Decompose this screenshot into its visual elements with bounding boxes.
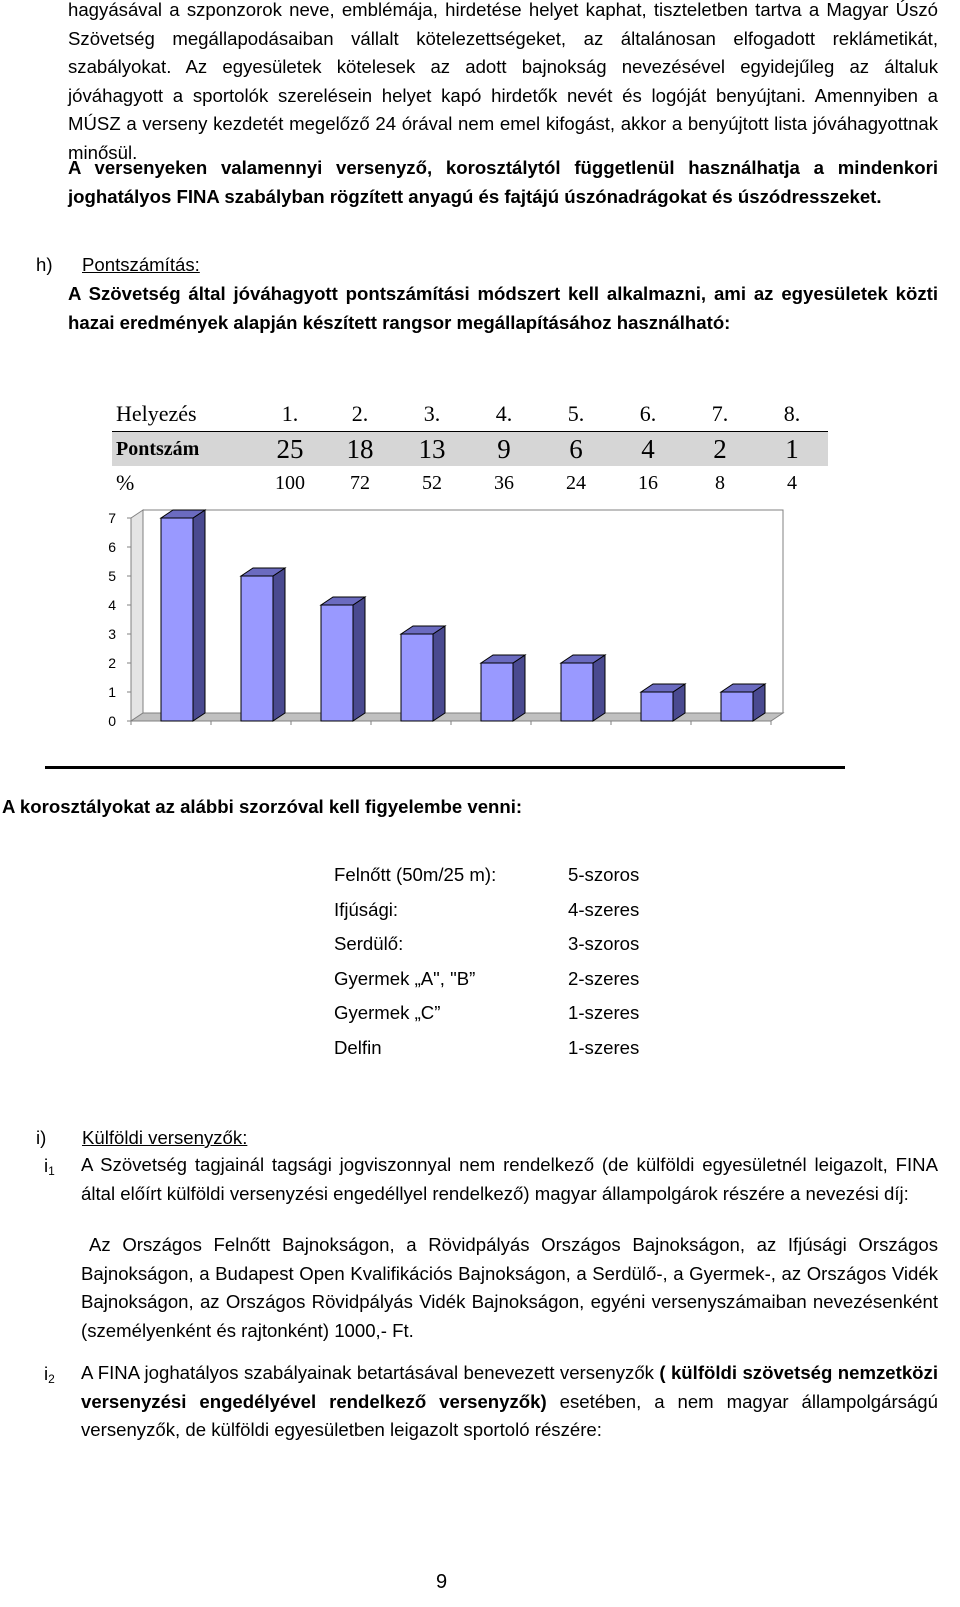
points-table bbox=[112, 397, 828, 500]
multiplier-factor: 1-szeres bbox=[568, 1002, 640, 1023]
bar bbox=[561, 663, 593, 721]
y-tick-label: 1 bbox=[108, 684, 116, 700]
percent-cell: 72 bbox=[350, 471, 370, 494]
multiplier-category: Serdülő: bbox=[334, 933, 404, 954]
section-h-marker: h) bbox=[36, 254, 53, 275]
chart-side-wall bbox=[131, 510, 143, 721]
multiplier-category: Felnőtt (50m/25 m): bbox=[334, 864, 497, 885]
percent-label: % bbox=[116, 470, 135, 495]
bar-side bbox=[593, 655, 605, 721]
multiplier-category: Ifjúsági: bbox=[334, 898, 399, 920]
points-cell: 18 bbox=[324, 432, 396, 467]
bar bbox=[721, 692, 753, 721]
chart-floor bbox=[131, 713, 783, 721]
section-h-heading: Pontszámítás: bbox=[82, 254, 200, 275]
bar-side bbox=[193, 510, 205, 721]
multiplier-factor: 4-szeres bbox=[568, 898, 640, 920]
percent-cell: 16 bbox=[638, 471, 658, 494]
bar bbox=[401, 634, 433, 721]
item-i1-text: A Szövetség tagjainál tagsági jogviszonnyal nem rendelkező (de külföldi egyesületnél leigazolt, FINA által előírt külföldi versenyzési engedéllyel rendelkező) magyar állampolgárok részére a nevezési díj: bbox=[81, 1154, 938, 1204]
bar-chart bbox=[96, 508, 816, 748]
placing-cell: 1. bbox=[256, 397, 324, 432]
placing-cell: 2. bbox=[324, 397, 396, 432]
intro-paragraph-2: A versenyeken valamennyi versenyző, korosztálytól függetlenül használhatja a mindenkori joghatályos FINA szabályban rögzített anyagú és fajtájú úszónadrágokat és úszódresszeket. bbox=[68, 157, 938, 207]
item-i2-text-a: A FINA joghatályos szabályainak betartásával benevezett versenyzők bbox=[81, 1362, 660, 1383]
chart-back-wall bbox=[143, 510, 783, 713]
bar bbox=[481, 663, 513, 721]
placing-cell: 8. bbox=[756, 397, 828, 432]
percent-cell: 8 bbox=[715, 471, 725, 494]
points-cell: 2 bbox=[684, 432, 756, 467]
item-i1-subscript: 1 bbox=[48, 1164, 55, 1178]
item-i1-marker bbox=[44, 1152, 55, 1185]
points-cell: 6 bbox=[540, 432, 612, 467]
item-i2-letter: i bbox=[44, 1363, 49, 1384]
intro-paragraph-1: hagyásával a szponzorok neve, emblémája, hirdetése helyet kaphat, tiszteletben tartva a Magyar Úszó Szövetség megállapodásaiban vállalt kötelezettségeket, az általánosan elfogadott reklámetikát, szabályokat. Az egyesületek kötelesek az adott bajnokság nevezésével egyidejűleg az általuk jóváhagyott a sportolók szerelésein helyet kapó hirdetők nevét és logóját benyújtani. Amennyiben a MÚSZ a verseny kezdetét megelőző 24 órával nem emel kifogást, akkor a benyújtott lista jóváhagyottnak minősül. bbox=[68, 0, 938, 163]
item-i2-text-bold: ( külföldi szövetség nemzetközi versenyzési engedélyével rendelkező versenyzők) bbox=[81, 1362, 938, 1412]
separator-line bbox=[45, 766, 845, 769]
percent-row bbox=[112, 466, 828, 500]
points-cell: 25 bbox=[256, 432, 324, 467]
item-i2-text bbox=[81, 1359, 938, 1445]
percent-cell: 100 bbox=[275, 471, 305, 494]
y-tick-label: 0 bbox=[108, 713, 116, 729]
bar bbox=[241, 576, 273, 721]
points-cell: 9 bbox=[468, 432, 540, 467]
placing-cell: 5. bbox=[540, 397, 612, 432]
multipliers-heading: A korosztályokat az alábbi szorzóval kell figyelembe venni: bbox=[2, 796, 523, 817]
bar-side bbox=[513, 655, 525, 721]
bar-side bbox=[273, 568, 285, 721]
placing-cell: 6. bbox=[612, 397, 684, 432]
bar-side bbox=[433, 626, 445, 721]
y-tick-label: 7 bbox=[108, 510, 116, 526]
item-i2-marker bbox=[44, 1360, 55, 1393]
y-tick-label: 6 bbox=[108, 539, 116, 555]
points-row bbox=[112, 432, 828, 467]
percent-cell: 24 bbox=[566, 471, 586, 494]
bar bbox=[641, 692, 673, 721]
multiplier-factor: 3-szoros bbox=[568, 933, 640, 954]
percent-cell: 36 bbox=[494, 471, 514, 494]
multiplier-category: Gyermek „C” bbox=[334, 1002, 441, 1023]
placing-cell: 4. bbox=[468, 397, 540, 432]
item-i1-letter: i bbox=[44, 1155, 49, 1176]
item-i1-detail: Az Országos Felnőtt Bajnokságon, a Rövidpályás Országos Bajnokságon, az Ifjúsági Országos Bajnokságon, a Budapest Open Kvalifikációs Bajnokságon, a Serdülő-, a Gyermek-, az Országos Vidék Bajnokságon, az Országos Rövidpályás Vidék Bajnokságon, egyéni versenyszámaiban nevezésenként (személyenként és rajtonként) 1000,- Ft. bbox=[81, 1234, 938, 1341]
item-i2-subscript: 2 bbox=[48, 1372, 55, 1386]
bar bbox=[321, 605, 353, 721]
points-label: Pontszám bbox=[112, 432, 256, 467]
y-tick-label: 3 bbox=[108, 626, 116, 642]
section-i-heading: Külföldi versenyzők: bbox=[82, 1127, 248, 1148]
page-number: 9 bbox=[436, 1571, 448, 1593]
percent-cell: 52 bbox=[422, 471, 442, 494]
section-i-marker: i) bbox=[36, 1127, 47, 1148]
placing-cell: 7. bbox=[684, 397, 756, 432]
bar bbox=[161, 518, 193, 721]
multiplier-factor: 2-szeres bbox=[568, 967, 640, 989]
points-cell: 4 bbox=[612, 432, 684, 467]
placing-row bbox=[112, 397, 828, 432]
section-h-text: A Szövetség által jóváhagyott pontszámítási módszert kell alkalmazni, ami az egyesületek közti hazai eredmények alapján készített rangsor megállapításához használható: bbox=[68, 283, 938, 333]
multiplier-factor: 5-szoros bbox=[568, 864, 640, 885]
multiplier-category: Gyermek „A", "B” bbox=[334, 967, 476, 989]
percent-cell: 4 bbox=[787, 471, 797, 494]
points-cell: 13 bbox=[396, 432, 468, 467]
y-tick-label: 4 bbox=[108, 597, 116, 613]
multiplier-factor: 1-szeres bbox=[568, 1036, 640, 1058]
y-tick-label: 5 bbox=[108, 568, 116, 584]
item-i2-text-b: esetében, a nem magyar állampolgárságú versenyzők, de külföldi egyesületben leigazolt sportoló részére: bbox=[81, 1390, 938, 1440]
points-cell: 1 bbox=[756, 432, 828, 467]
bar-side bbox=[353, 597, 365, 721]
placing-label: Helyezés bbox=[112, 397, 256, 432]
placing-cell: 3. bbox=[396, 397, 468, 432]
multiplier-category: Delfin bbox=[334, 1036, 382, 1058]
y-tick-label: 2 bbox=[108, 655, 116, 671]
